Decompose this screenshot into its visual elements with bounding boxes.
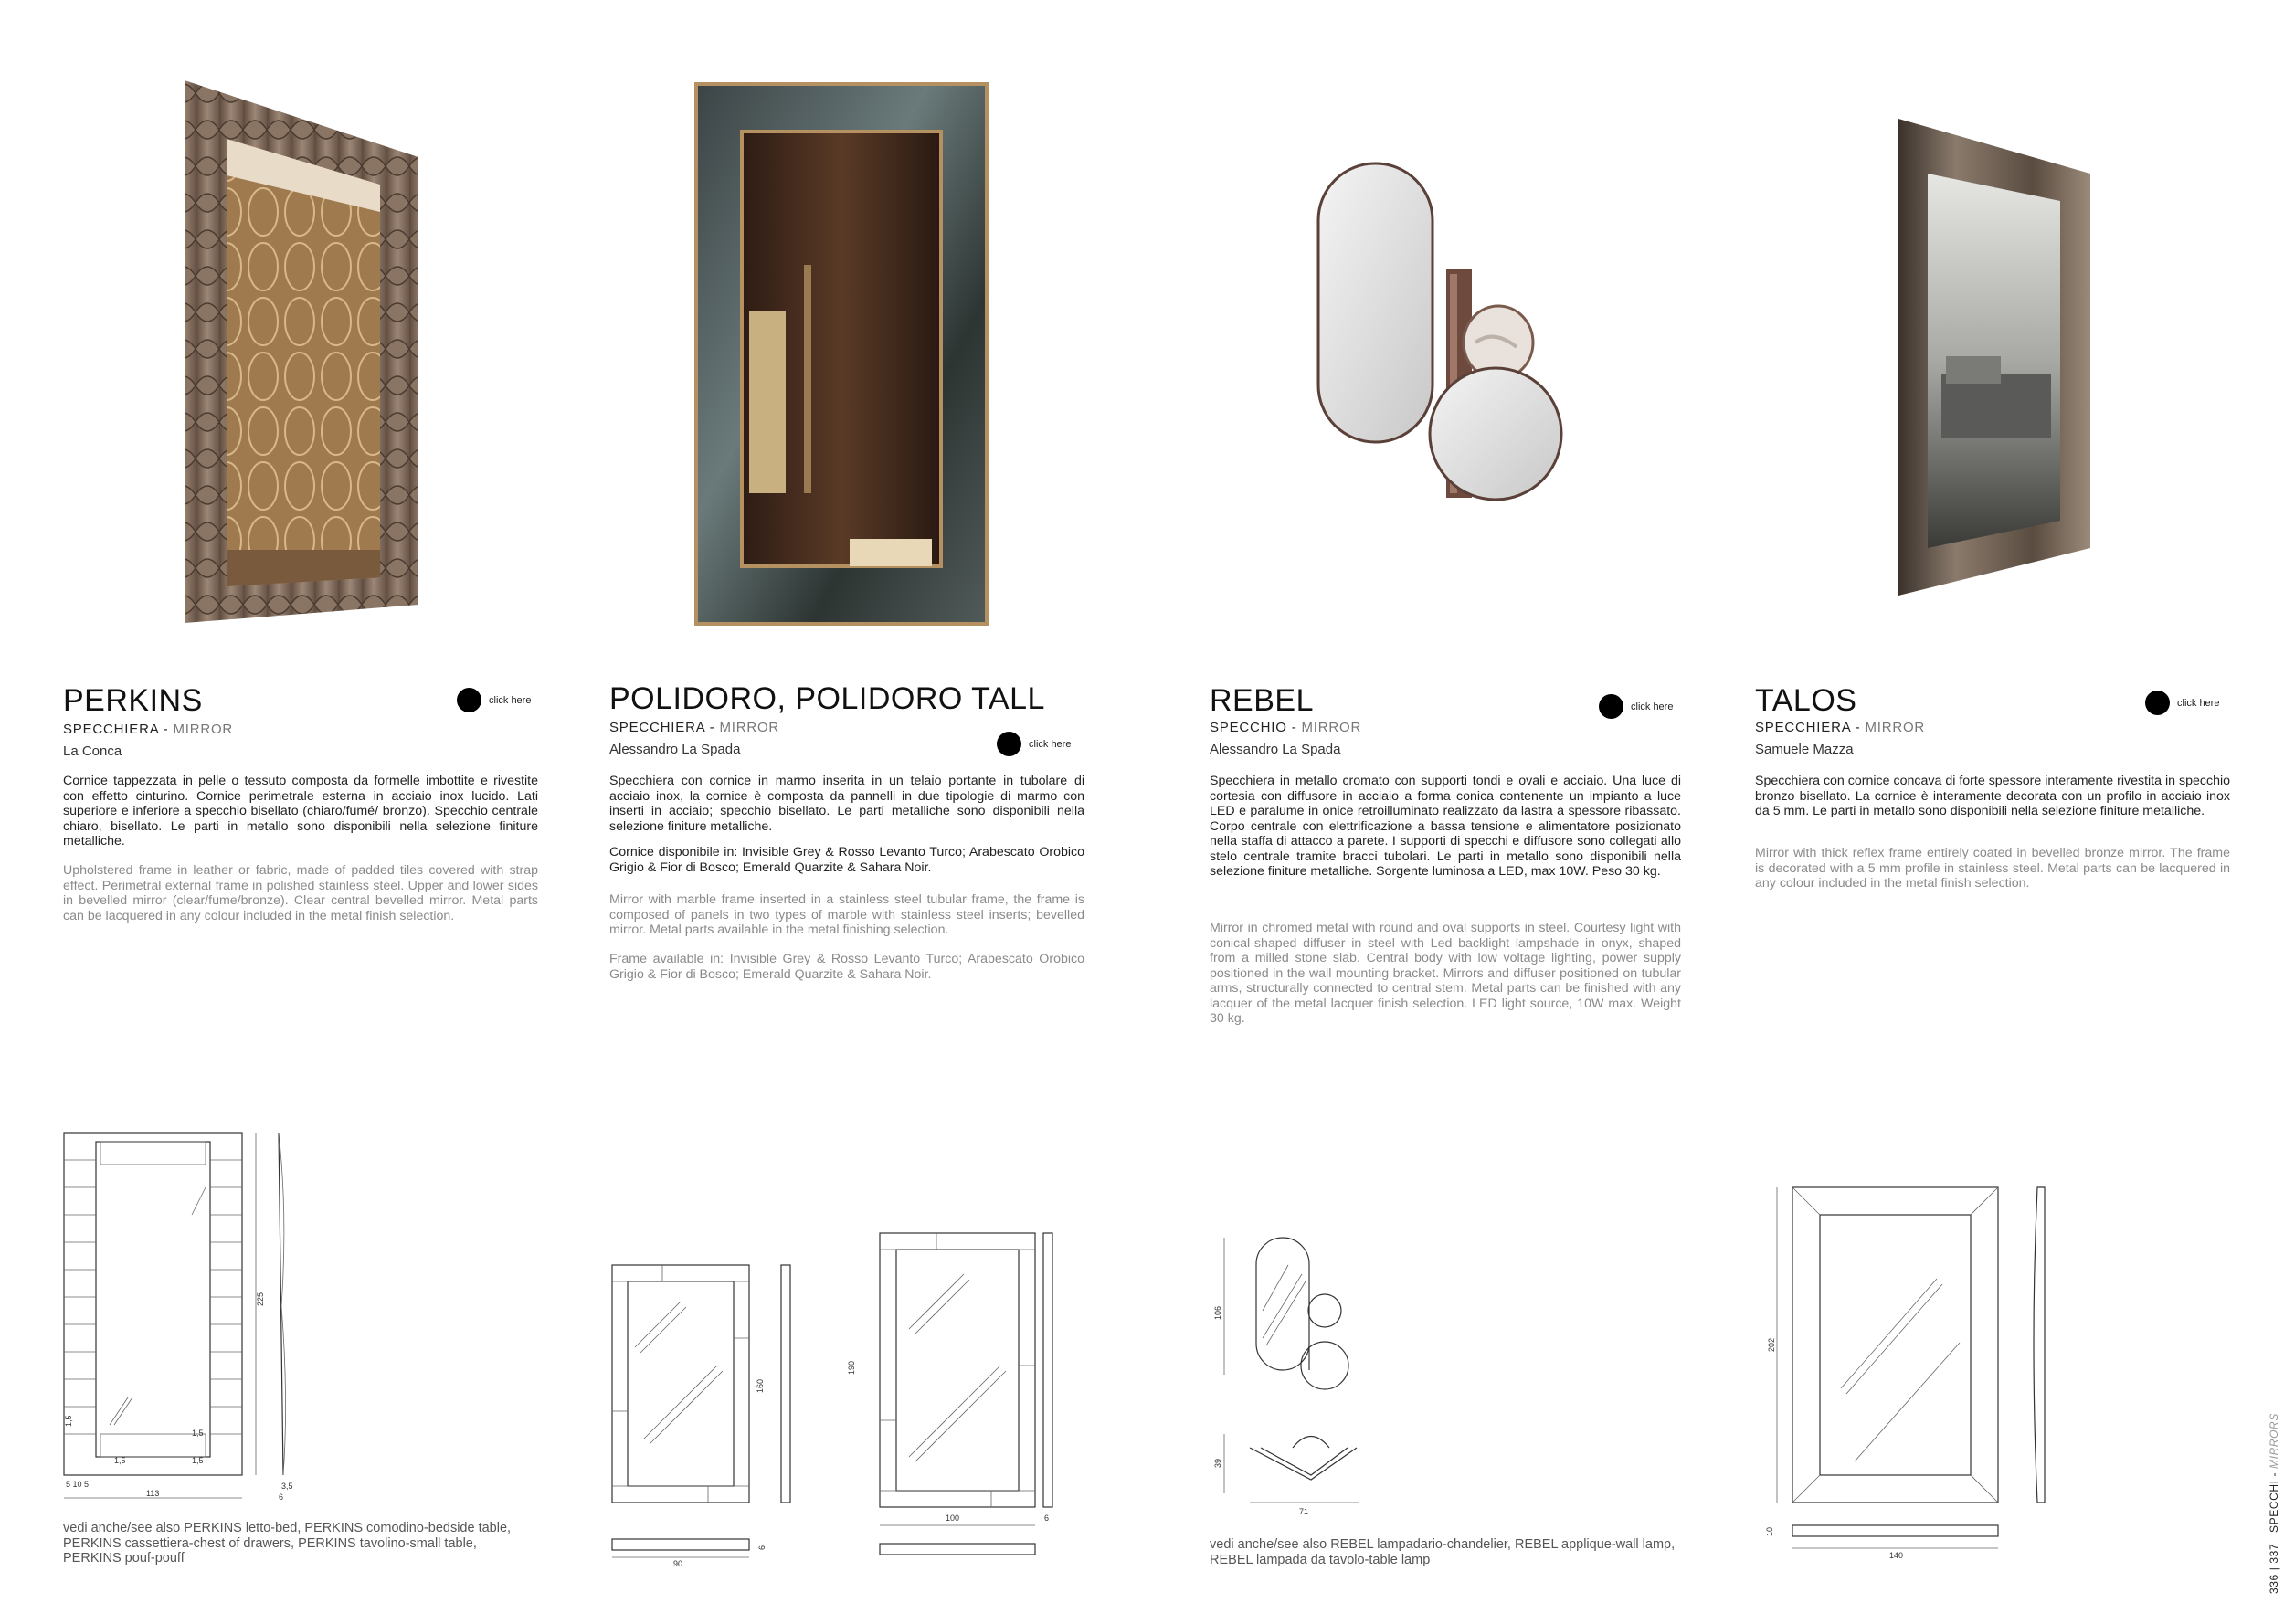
section-separator: - xyxy=(2268,1468,2280,1481)
click-label: click here xyxy=(2177,697,2220,709)
rebel-designer: Alessandro La Spada xyxy=(1210,742,1341,757)
perkins-dim-width: 113 xyxy=(146,1489,160,1498)
rebel-click-here[interactable] xyxy=(1599,694,1673,719)
talos-text-it: Specchiera con cornice concava di forte spessore interamente rivestita in specchio bronzo bisellato. La cornice è interamente decorata con un profilo in acciaio inox da 5 mm. Le parti in metallo sono disponibili nella selezione finiture metalliche. xyxy=(1755,774,2230,818)
perkins-dim-b: 1,5 xyxy=(192,1429,204,1438)
perkins-photo xyxy=(172,75,423,623)
polidoro-photo xyxy=(694,82,989,626)
polidoro-type-en: MIRROR xyxy=(719,720,780,735)
polidoro-dim-w2: 100 xyxy=(946,1513,960,1523)
polidoro-technical-drawing xyxy=(608,1229,1083,1566)
talos-type-it: SPECCHIERA xyxy=(1755,720,1851,735)
rebel-text-en: Mirror in chromed metal with round and oval supports in steel. Courtesy light with conical-shaped diffuser in steel with Led backlight lampshade in onyx, shaped from a milled stone slab. Central body with low voltage lighting, power supply positioned in the wall mounting bracket. Mirrors and diffuser positioned on tubular arms, structurally connected to central stem. Metal parts can be finished with any lacquer of the metal lacquer finish selection. LED light source, 10W max. Weight 30 kg. xyxy=(1210,921,1681,1026)
rebel-subtitle: SPECCHIO - MIRROR xyxy=(1210,720,1362,735)
talos-dim-depth: 10 xyxy=(1765,1526,1774,1536)
polidoro-type-it: SPECCHIERA xyxy=(609,720,705,735)
talos-title: TALOS xyxy=(1755,683,1857,718)
talos-dim-width: 140 xyxy=(1889,1551,1904,1560)
perkins-see-also: vedi anche/see also PERKINS letto-bed, PERKINS comodino-bedside table, PERKINS cassettiera-chest of drawers, PERKINS tavolino-small table, PERKINS pouf-pouff xyxy=(63,1521,512,1566)
polidoro-subtitle: SPECCHIERA - MIRROR xyxy=(609,720,780,735)
talos-type-en: MIRROR xyxy=(1865,720,1926,735)
polidoro-text-en-2: Frame available in: Invisible Grey & Rosso Levanto Turco; Arabescato Orobico Grigio & Fior di Bosco; Emerald Quarzite & Sahara Noir. xyxy=(609,952,1084,982)
polidoro-text-it: Specchiera con cornice in marmo inserita in un telaio portante in tubolare di acciaio inox, la cornice è composta da pannelli in due tipologie di marmo con inserti in acciaio; specchio bisellato. Le parti metalliche sono disponibili nella selezione finiture metalliche. xyxy=(609,774,1084,834)
polidoro-dim-d1: 6 xyxy=(757,1545,767,1550)
click-label: click here xyxy=(489,694,532,706)
talos-technical-drawing xyxy=(1754,1178,2065,1562)
perkins-text-it: Cornice tappezzata in pelle o tessuto composta da formelle imbottite e rivestite con effetto cinturino. Cornice perimetrale esterna in acciaio inox lucido. Lati superiore e inferiore a specchio bisellato (chiaro/fumé/ bronzo). Specchio centrale chiaro, bisellato. Le parti in metallo sono disponibili nella selezione finiture metalliche. xyxy=(63,774,538,849)
rebel-text-it: Specchiera in metallo cromato con supporti tondi e ovali e acciaio. Una luce di cortesia con diffusore in acciaio a forma conica contenente un impianto a luce LED e paralume in onice retroilluminato realizzato da lastra a spessore ribassato. Corpo centrale con elettrificazione a bassa tensione e alimentatore posizionato nella staffa di attacco a parete. I supporti di specchi e diffusore sono collegati allo stelo centrale tramite bracci tubolari. Le parti in metallo sono disponibili nella selezione finiture metalliche. Sorgente luminosa a LED, max 10W. Peso 30 kg. xyxy=(1210,774,1681,879)
page-footer-label xyxy=(2268,1413,2280,1594)
perkins-technical-drawing xyxy=(55,1123,329,1507)
polidoro-text-it-2: Cornice disponibile in: Invisible Grey & Rosso Levanto Turco; Arabescato Orobico Grigio & Fior di Bosco; Emerald Quarzite & Sahara Noir. xyxy=(609,845,1084,875)
click-label: click here xyxy=(1631,701,1674,712)
click-dot-icon xyxy=(1599,694,1623,719)
perkins-text-en: Upholstered frame in leather or fabric, made of padded tiles covered with strap effect. Perimetral external frame in polished stainless steel. Upper and lower sides in bevelled mirror (clear/fume/bronze). Clear central bevelled mirror. Metal parts can be lacquered in any colour included in the metal finish selection. xyxy=(63,863,538,923)
polidoro-text-en: Mirror with marble frame inserted in a stainless steel tubular frame, the frame is composed of panels in two types of marble with stainless steel inserts; bevelled mirror. Metal parts available in the metal finishing selection. xyxy=(609,892,1084,937)
rebel-dim-height: 106 xyxy=(1213,1305,1222,1320)
perkins-type-en: MIRROR xyxy=(173,722,234,737)
click-dot-icon xyxy=(2145,691,2170,715)
rebel-see-also: vedi anche/see also REBEL lampadario-chandelier, REBEL applique-wall lamp, REBEL lampada da tavolo-table lamp xyxy=(1210,1537,1676,1567)
polidoro-title: POLIDORO, POLIDORO TALL xyxy=(609,681,1045,716)
rebel-type-it: SPECCHIO xyxy=(1210,720,1287,735)
perkins-subtitle: SPECCHIERA - MIRROR xyxy=(63,722,234,737)
click-dot-icon xyxy=(997,732,1021,756)
perkins-dim-c: 1,5 xyxy=(192,1456,204,1465)
perkins-dim-height: 225 xyxy=(256,1292,265,1306)
rebel-photo xyxy=(1311,160,1571,502)
perkins-dim-depth: 6 xyxy=(279,1492,284,1502)
perkins-dim-d: 1,5 xyxy=(114,1456,126,1465)
talos-text-en: Mirror with thick reflex frame entirely coated in bevelled bronze mirror. The frame is decorated with a 5 mm profile in stainless steel. Metal parts can be lacquered in any colour included in the metal finish selection. xyxy=(1755,846,2230,891)
perkins-dim-a: 3,5 xyxy=(281,1482,293,1491)
polidoro-dim-h1: 160 xyxy=(756,1378,765,1393)
perkins-designer: La Conca xyxy=(63,743,122,759)
talos-click-here[interactable] xyxy=(2145,691,2219,715)
click-label: click here xyxy=(1029,738,1072,750)
polidoro-dim-d2: 6 xyxy=(1044,1513,1050,1523)
click-dot-icon xyxy=(457,688,481,712)
talos-subtitle: SPECCHIERA - MIRROR xyxy=(1755,720,1926,735)
section-en: MIRRORS xyxy=(2268,1413,2280,1469)
talos-photo xyxy=(1891,119,2094,596)
perkins-click-here[interactable] xyxy=(457,688,531,712)
rebel-dim-width: 71 xyxy=(1299,1507,1309,1516)
polidoro-click-here[interactable] xyxy=(997,732,1071,756)
rebel-type-en: MIRROR xyxy=(1301,720,1362,735)
perkins-type-it: SPECCHIERA xyxy=(63,722,159,737)
rebel-dim-depth: 39 xyxy=(1213,1458,1222,1468)
rebel-title: REBEL xyxy=(1210,683,1314,718)
section-it: SPECCHI xyxy=(2268,1480,2280,1533)
polidoro-dim-w1: 90 xyxy=(673,1559,683,1566)
polidoro-designer: Alessandro La Spada xyxy=(609,742,741,757)
talos-designer: Samuele Mazza xyxy=(1755,742,1854,757)
rebel-technical-drawing xyxy=(1206,1229,1389,1521)
polidoro-dim-h2: 190 xyxy=(847,1360,856,1375)
page-numbers: 336 | 337 xyxy=(2268,1543,2280,1594)
perkins-title: PERKINS xyxy=(63,683,203,718)
talos-dim-height: 202 xyxy=(1767,1337,1776,1352)
perkins-dim-e: 1,5 xyxy=(64,1415,73,1427)
perkins-dim-bottom: 5 10 5 xyxy=(66,1480,90,1489)
